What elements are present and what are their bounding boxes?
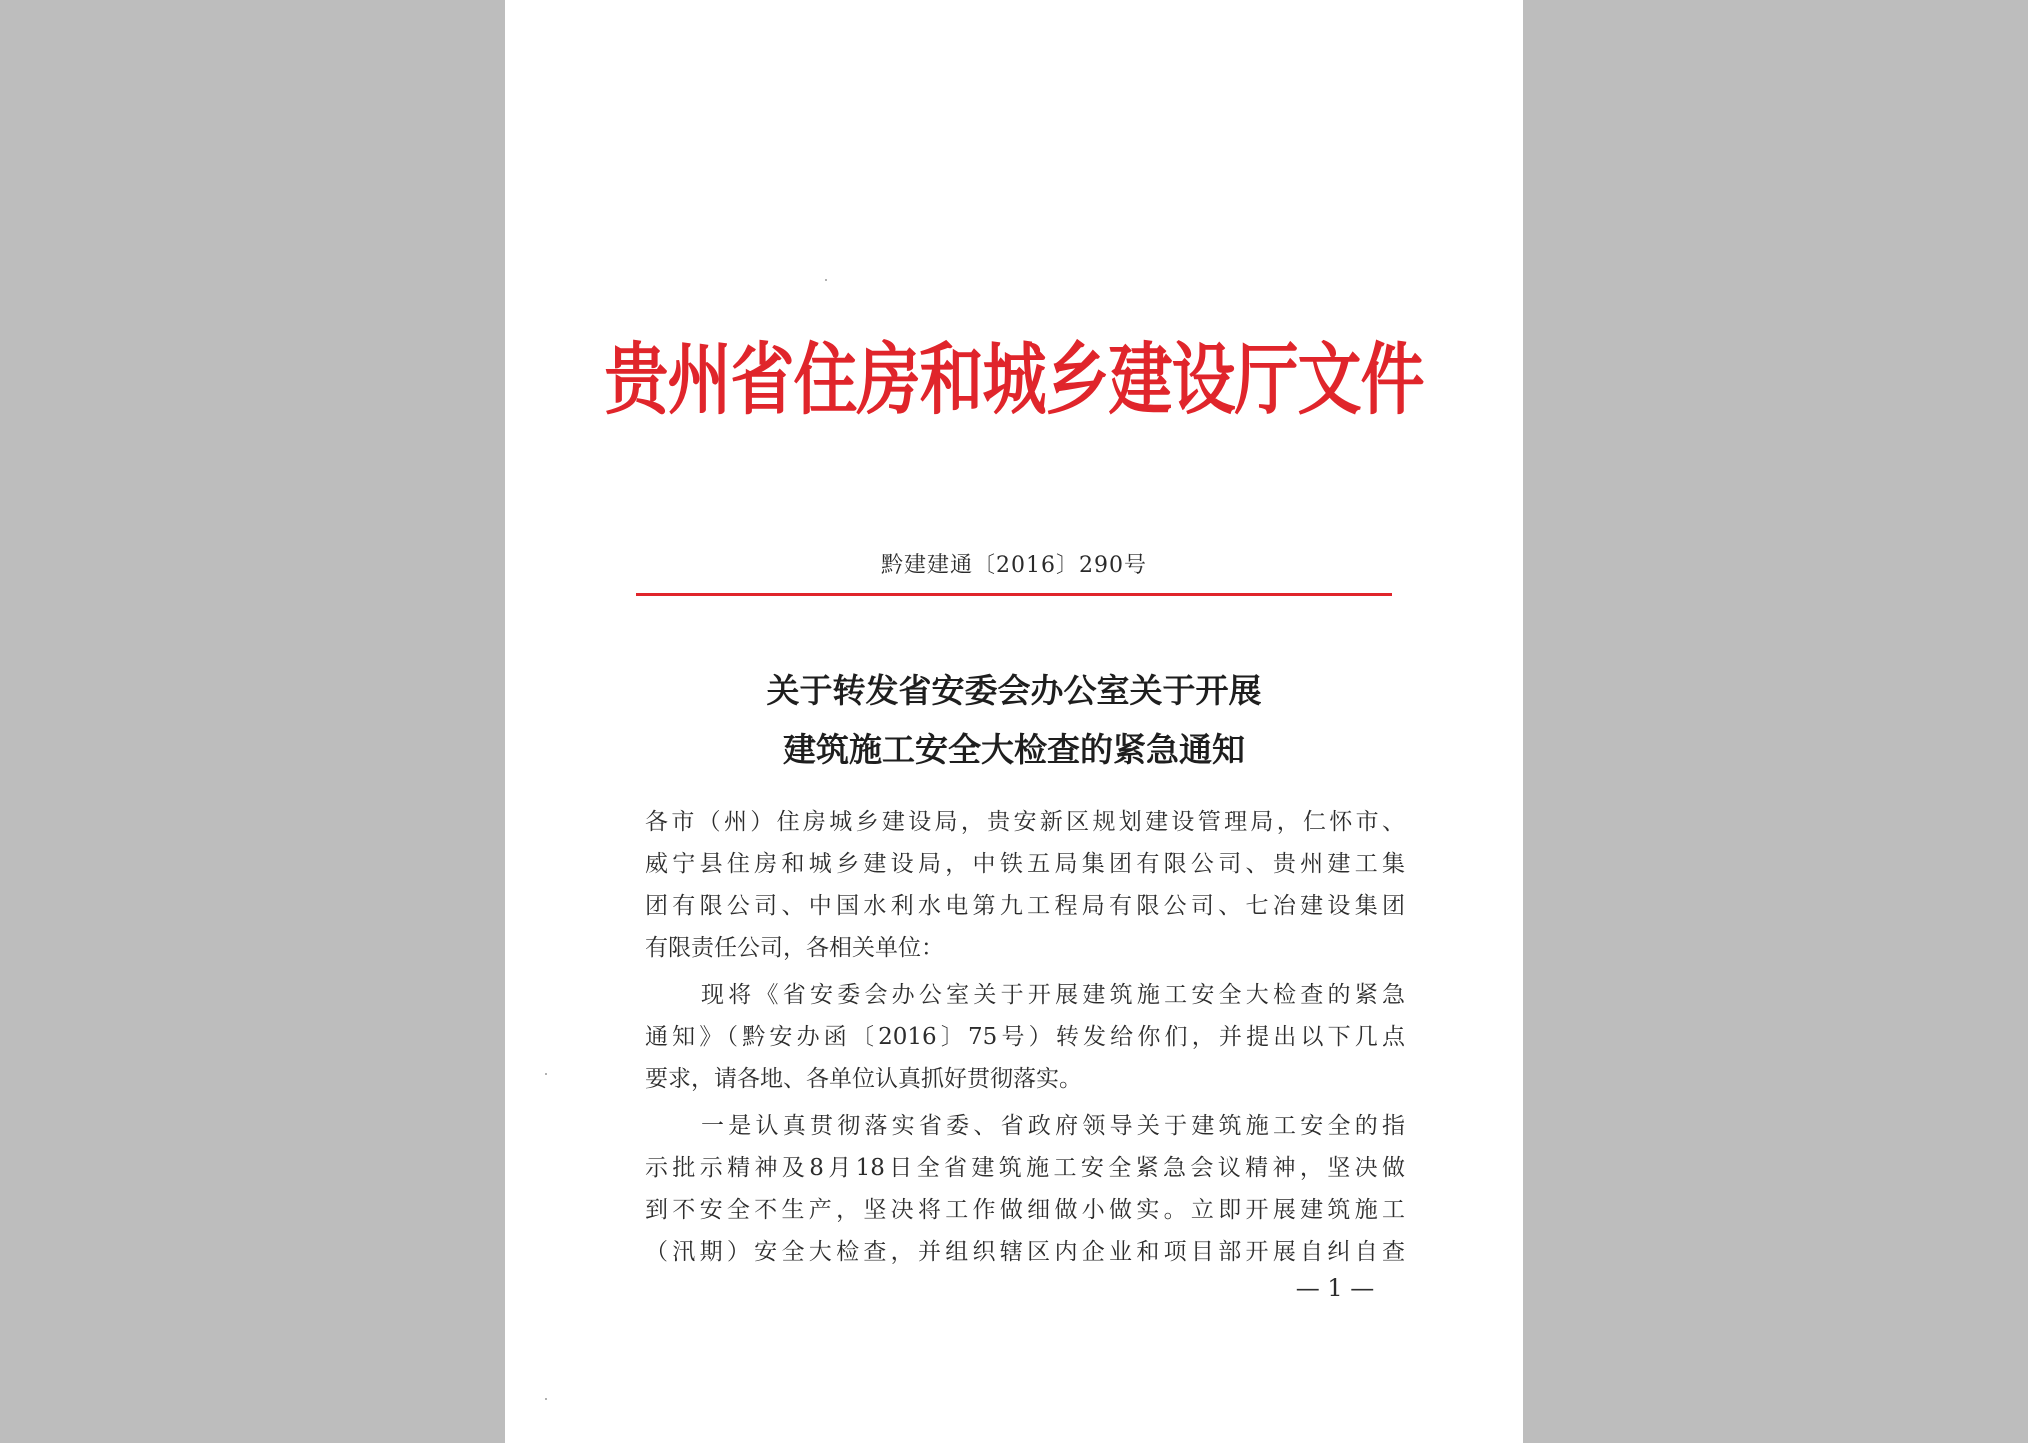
document-page bbox=[505, 0, 1523, 1443]
page-number: — 1 — bbox=[1295, 1274, 1375, 1302]
body-line: 威宁县住房和城乡建设局，中铁五局集团有限公司、贵州建工集 bbox=[645, 851, 1405, 877]
body-line: 现将《省安委会办公室关于开展建筑施工安全大检查的紧急 bbox=[701, 982, 1405, 1008]
scan-speck bbox=[545, 1398, 547, 1400]
document-number: 黔建建通〔2016〕290号 bbox=[881, 553, 1147, 578]
red-divider-line bbox=[636, 593, 1392, 596]
document-title-line-2: 建筑施工安全大检查的紧急通知 bbox=[783, 730, 1245, 769]
body-line: 有限责任公司，各相关单位： bbox=[645, 935, 944, 961]
body-line: 到不安全不生产，坚决将工作做细做小做实。立即开展建筑施工 bbox=[645, 1197, 1405, 1223]
body-line: 要求，请各地、各单位认真抓好贯彻落实。 bbox=[645, 1066, 1082, 1092]
scan-speck bbox=[545, 1073, 547, 1075]
issuer-header-title: 贵州省住房和城乡建设厅文件 bbox=[604, 334, 1424, 427]
scan-speck bbox=[825, 279, 827, 281]
body-line: 一是认真贯彻落实省委、省政府领导关于建筑施工安全的指 bbox=[701, 1113, 1405, 1139]
body-line: 示批示精神及8月18日全省建筑施工安全紧急会议精神，坚决做 bbox=[645, 1155, 1405, 1181]
document-title-line-1: 关于转发省安委会办公室关于开展 bbox=[766, 671, 1262, 710]
body-line: 通知》（黔安办函〔2016〕75号）转发给你们，并提出以下几点 bbox=[645, 1024, 1405, 1050]
body-line: 团有限公司、中国水利水电第九工程局有限公司、七冶建设集团 bbox=[645, 893, 1405, 919]
body-line: （汛期）安全大检查，并组织辖区内企业和项目部开展自纠自查 bbox=[645, 1239, 1405, 1265]
body-line: 各市（州）住房城乡建设局，贵安新区规划建设管理局，仁怀市、 bbox=[645, 809, 1405, 835]
